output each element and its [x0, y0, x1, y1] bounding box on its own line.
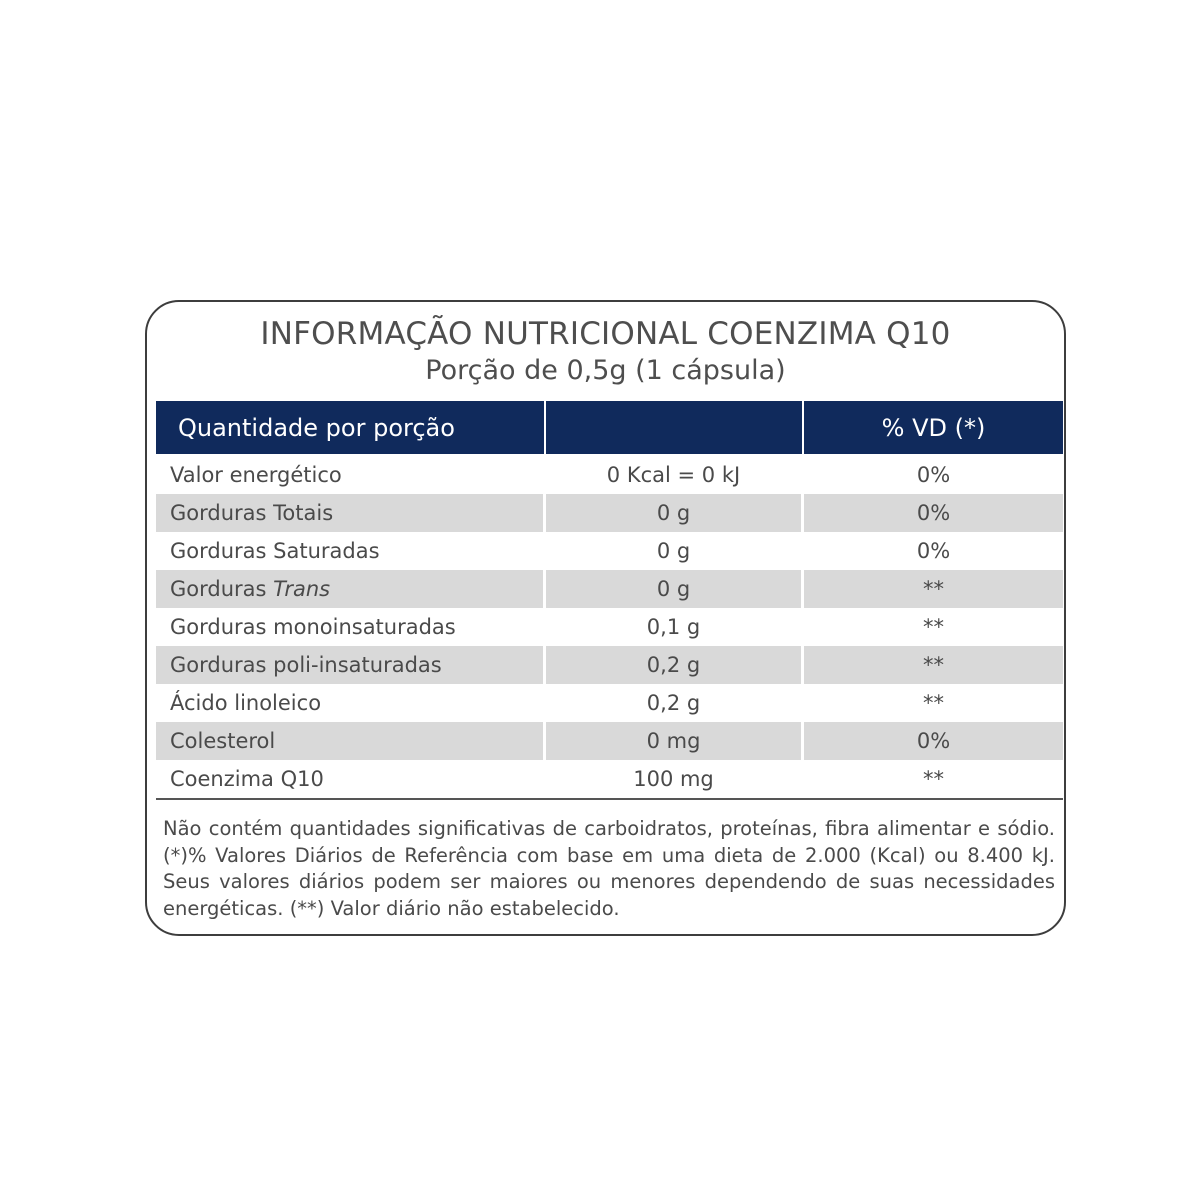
serving-size: Porção de 0,5g (1 cápsula) — [425, 355, 786, 386]
table-row — [156, 570, 1063, 608]
nutrient-name: Ácido linoleico — [156, 684, 546, 722]
nutrient-vd: ** — [923, 767, 944, 791]
table-row — [156, 494, 1063, 532]
nutrient-name-main: Gorduras — [170, 577, 267, 601]
nutrition-table — [156, 401, 1063, 800]
nutrient-vd: 0% — [916, 539, 951, 563]
nutrition-facts-panel — [145, 300, 1066, 936]
table-row — [156, 684, 1063, 722]
table-row — [156, 532, 1063, 570]
nutrient-name: Colesterol — [156, 722, 546, 760]
nutrient-vd: ** — [923, 615, 944, 639]
nutrient-amount: 0,2 g — [546, 684, 804, 722]
table-row — [156, 456, 1063, 494]
nutrient-vd: 0% — [804, 494, 1063, 532]
nutrient-name: Coenzima Q10 — [156, 760, 546, 798]
nutrient-vd: 0% — [916, 463, 951, 487]
nutrient-name-italic: Trans — [273, 577, 331, 601]
nutrient-amount: 100 mg — [546, 760, 804, 798]
header-quantity: Quantidade por porção — [156, 401, 546, 454]
nutrient-amount: 0 g — [546, 532, 804, 570]
header-vd: % VD (*) — [804, 401, 1063, 454]
header-amount — [546, 401, 804, 454]
table-row — [156, 722, 1063, 760]
nutrient-vd: 0% — [804, 722, 1063, 760]
nutrient-name: Valor energético — [156, 456, 546, 494]
nutrient-amount: 0 g — [546, 570, 804, 608]
nutrient-name: Gorduras Saturadas — [156, 532, 546, 570]
nutrient-vd: ** — [804, 646, 1063, 684]
nutrient-name: Gorduras Totais — [156, 494, 546, 532]
table-row — [156, 760, 1063, 798]
footnote-text: Não contém quantidades significativas de carboidratos, proteínas, fibra alimentar e sódio. (*)% Valores Diários de Referência com base em uma dieta de 2.000 (Kcal) ou 8.400 kJ. Seus valores diários podem ser maiores ou menores dependendo de suas necessidades energéticas. (**) Valor diário não estabelecido. — [163, 817, 1055, 920]
table-row — [156, 608, 1063, 646]
nutrient-amount: 0,2 g — [546, 646, 804, 684]
table-row — [156, 646, 1063, 684]
table-header — [156, 401, 1063, 456]
table-bottom-rule — [156, 798, 1063, 800]
nutrient-amount: 0 g — [546, 494, 804, 532]
nutrient-name: Gorduras monoinsaturadas — [156, 608, 546, 646]
nutrient-name — [156, 570, 546, 608]
nutrient-amount: 0 mg — [546, 722, 804, 760]
table-title: INFORMAÇÃO NUTRICIONAL COENZIMA Q10 — [260, 316, 951, 352]
nutrient-amount: 0 Kcal = 0 kJ — [546, 456, 804, 494]
nutrient-amount: 0,1 g — [546, 608, 804, 646]
nutrient-vd: ** — [804, 570, 1063, 608]
nutrient-name: Gorduras poli-insaturadas — [156, 646, 546, 684]
nutrient-vd: ** — [923, 691, 944, 715]
